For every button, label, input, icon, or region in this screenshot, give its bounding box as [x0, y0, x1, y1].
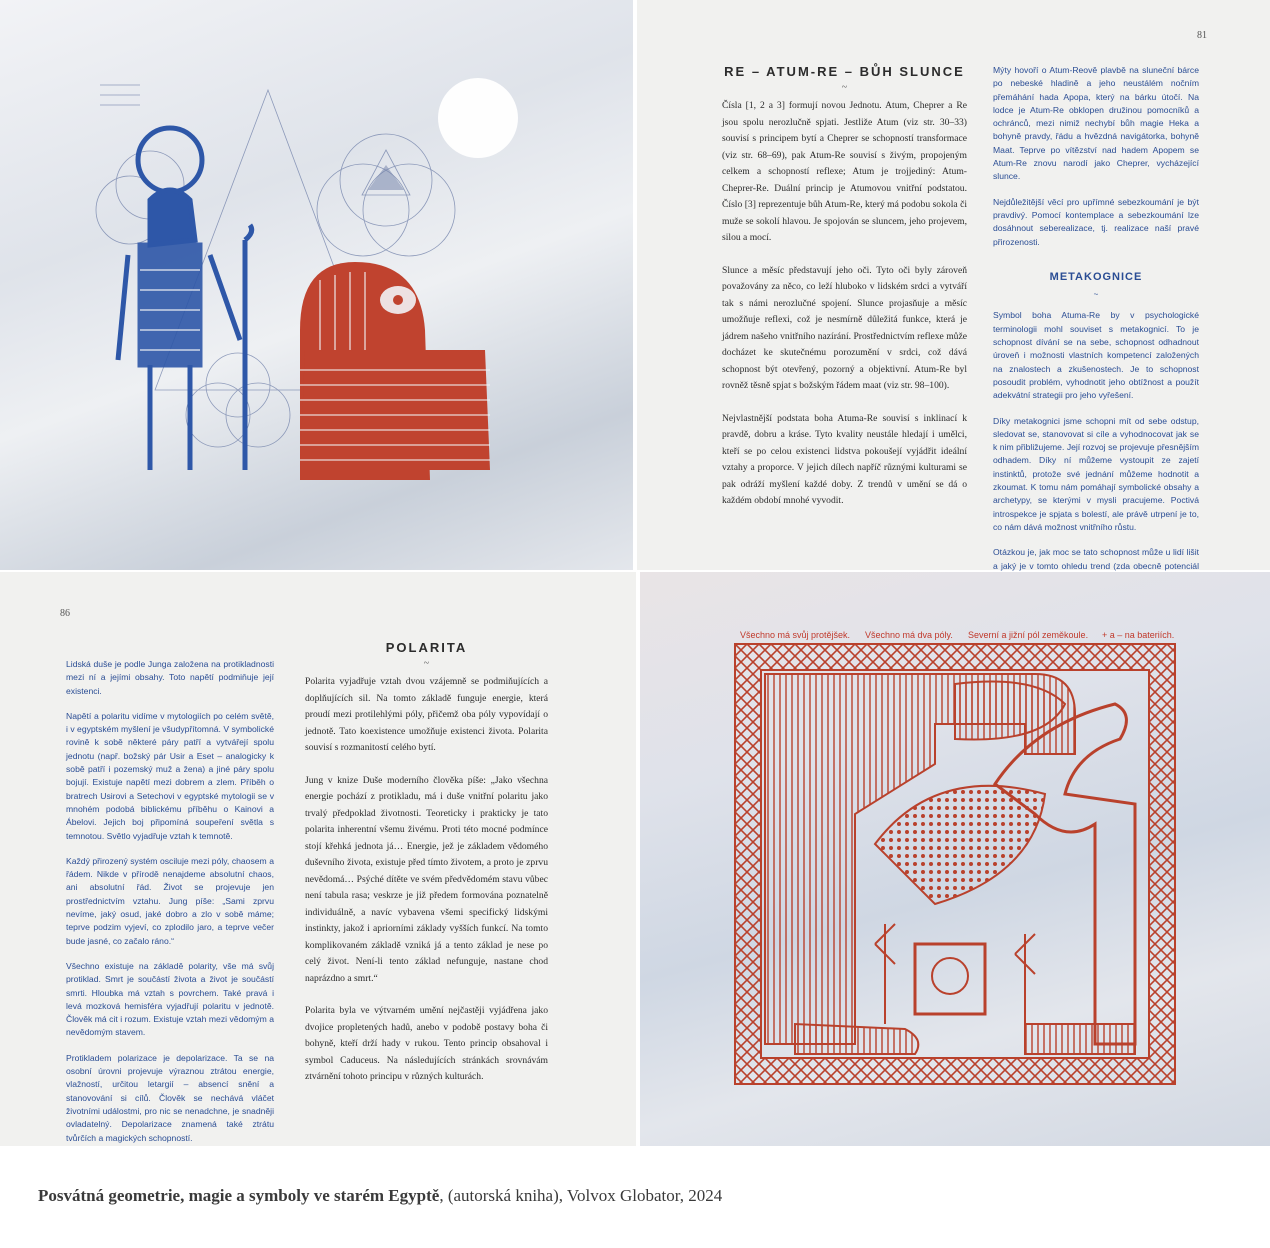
paragraph: Polarita vyjadřuje vztah dvou vzájemně se podmiňujících a doplňujících sil. Na tomto základě funguje energie, která proudí mezi protilehlými póly, přičemž oba póly vypovídají o jednotě. Tato koexistence umožňuje existenci života. Polarita souvisí s rozmanitostí celého bytí. [305, 676, 548, 753]
paragraph: Protikladem polarizace je depolarizace. Ta se na osobní úrovni projevuje výraznou ztrátou energie, vlažností, určitou letargií – absencí snění a stanovování si cílů. Člověk se nechává vláčet životními událostmi, pro nic se nenadchne, je snadněji ovladatelný. Depolarizace znamená také ztrátu tvůrčích a magických schopností. [66, 1052, 274, 1143]
book-title: Posvátná geometrie, magie a symboly ve starém Egyptě [38, 1186, 440, 1205]
paragraph: Nejdůležitější věcí pro upřímné sebezkoumání je být pravdivý. Pomocí kontemplace a sebezkoumání lze dosáhnout seberealizace, tj. realizace naší pravé přirozenosti. [993, 196, 1199, 247]
page-heading: RE – ATUM-RE – BŮH SLUNCE [724, 64, 965, 79]
paragraph: Lidská duše je podle Junga založena na protikladnosti mezi ní a jejími obsahy. Toto napětí podmiňuje její existenci. [66, 659, 274, 696]
paragraph: Všechno existuje na základě polarity, vše má svůj protiklad. Smrt je součástí života a život je součástí smrti. Hloubka má vztah s povrchem. Také pravá i levá mozková hemisféra vyjadřují polaritu v jednotě. Člověk má cit i rozum. Existuje vztah mezi vědomým a nevědomým stavem. [66, 960, 274, 1038]
art-caption: Všechno má dva póly. [865, 630, 953, 640]
paragraph: Slunce a měsíc představují jeho oči. Tyto oči byly zároveň považovány za něco, co leží hluboko v lidském srdci a vytváří tak s námi nerozlučné spojení. Slunce projasňuje a měsíc umožňuje reflexi, což je nesmírně důležitá funkce, která je jádrem našeho vnitřního nazírání. Prostřednictvím reflexe může docházet ke skutečnému porozumění v srdci, což dává schopnost být otevřený, pozorný a objektivní. Atum-Re byl rovněž těsně spjat s božským řádem maat (viz str. 98–100). [722, 264, 967, 391]
art-caption: Severní a jižní pól zeměkoule. [968, 630, 1089, 640]
blue-horus-figure [118, 128, 252, 470]
page-number: 81 [1197, 30, 1207, 41]
main-text-column [305, 674, 548, 1102]
red-horus-head [300, 262, 490, 480]
paragraph: Nejvlastnější podstata boha Atuma-Re souvisí s inklinací k pravdě, dobru a kráse. Tyto kvality neustále hledají i umělci, kteří se po celou existenci lidstva pokoušejí vyjádřit ideální vztahy a proporce. V jejich dílech napříč různými kulturami se pak odráží myšlení každé doby. Z trendů v umění se dá o každém období mnohé vyvodit. [722, 412, 967, 506]
main-text-column [722, 98, 967, 526]
text-page-polarita [0, 572, 636, 1146]
page-number: 86 [60, 608, 70, 619]
moon-shape [438, 78, 518, 158]
art-caption: + a – na bateriích. [1102, 630, 1175, 640]
illustration-page-horus [0, 0, 633, 570]
illustration-page-serpent-relief [640, 572, 1270, 1146]
central-face [915, 944, 985, 1014]
book-spread-bottom [0, 572, 1270, 1146]
heading-ornament: ~ [841, 82, 848, 93]
figure-caption [38, 1186, 722, 1206]
text-page-re [637, 0, 1270, 570]
paragraph: Mýty hovoří o Atum-Reově plavbě na sluneční bárce po nebeské hladině a jeho neustálém nočním přemáhání hada Apopa, který na bárku útočí. Na lodce je Atum-Re obklopen družinou pomocníků a ochránců, mezi nimiž nechybí bůh magie Heka a bohyně pravdy, řádu a hvězdná navigátorka, bohyně Maat. Teprve po vítězství nad hadem Apopem se Atum-Re znovu narodí jako Cheprer, vycházející slunce. [993, 65, 1199, 182]
side-text-column [993, 64, 1199, 611]
subheading-ornament: ~ [1093, 290, 1099, 300]
book-spread-top [0, 0, 1270, 570]
red-relief-illustration [735, 644, 1175, 1084]
art-caption: Všechno má svůj protějšek. [740, 630, 851, 640]
paragraph: Čísla [1, 2 a 3] formují novou Jednotu. Atum, Cheprer a Re jsou spolu nerozlučně spjati. Jestliže Atum (viz str. 30–33) souvisí s principem bytí a Cheprer se schopností transformace (viz str. 68–69), pak Atum-Re souvisí s živým, propojeným celkem a schopností reflexe; Atum je trojjediný: Atum-Cheprer-Re. Duální princip je Atumovou vnitřní podstatou. Číslo [3] reprezentuje bůh Atum-Re, který má podobu sokola či muže se sokolí hlavou. Je spojován se sluncem, jeho projevem, silou a mocí. [722, 100, 967, 243]
caption-details: , (autorská kniha), Volvox Globator, 2024 [439, 1186, 723, 1205]
section-subheading: METAKOGNICE [1049, 270, 1143, 283]
heading-ornament: ~ [423, 658, 430, 669]
paragraph: Díky metakognici jsme schopni mít od sebe odstup, sledovat se, stanovovat si cíle a vyhodnocovat jak se k nim přibližujeme. Její rozvoj se projevuje přesnějším odhadem. Díky ní můžeme vystoupit ze zajetí instinktů, protože své jednání můžeme hodnotit a zkoumat. K tomu nám pomáhají symbolické obsahy a archetypy, se kterými v mysli pracujeme. Poctivá introspekce je spjata s bolestí, ale právě utrpení je to, co nám dává možnost vnitřního růstu. [993, 415, 1199, 532]
paragraph: Polarita byla ve výtvarném umění nejčastěji vyjádřena jako dvojice propletených hadů, anebo v podobě postavy boha či bohyně, kteří drží hady v rukou. Tento princip obsahoval i symbol Caduceus. Na následujících stránkách srovnávám ztvárnění tohoto principu v různých kulturách. [305, 1005, 548, 1082]
dotted-wing [875, 786, 1045, 904]
paragraph: Každý přirozený systém osciluje mezi póly, chaosem a řádem. Nikde v přírodě nenajdeme absolutní chaos, ani absolutní řád. Život se projevuje jen prostřednictvím vztahu. Jung píše: „Sami zprvu nevíme, jaký osud, jaké dobro a zlo v sobě máme; teprve podzim vyjeví, co zplodilo jaro, a teprve večer bude jasné, co začalo ráno.“ [66, 855, 274, 946]
paragraph: Symbol boha Atuma-Re by v psychologické terminologii mohl souviset s metakognicí. To je schopnost dívání se na sebe, schopnost odhadnout úroveň i možnosti vlastních kompetencí založených na znalostech a zkušenostech. Je to schopnost posoudit problém, vyhodnotit jeho obtížnost a použít adekvátní strategii pro jeho vyřešení. [993, 310, 1199, 401]
paragraph: Jung v knize Duše moderního člověka píše: „Jako všechna energie pochází z protikladu, má i duše vnitřní polaritu jako trvalý předpoklad životnosti. Teoreticky i prakticky je tato polarita inherentní všemu živému. Proti této mocné podmínce stojí křehká jednota já… Energie, jež je základem vědomého duševního života, existuje před tímto životem, a proto je zprvu nevědomá… Psýché dítěte ve svém předvědomém stavu vůbec není tabula rasa; veskrze je již předem formována poznatelně individuálně, a navíc vybavena všemi specifický lidskými instinkty, jakož i apriorními základy vyšších funkcí. Na tomto komplikovaném základě vzniká já a tento základ je nese po celý život. Není-li tento základ nefunguje, nastane chod naprázdno a smrt.“ [305, 774, 548, 984]
paragraph: Napětí a polaritu vidíme v mytologiích po celém světě, i v egyptském myšlení je všudypřítomná. V symbolické rovině k sobě některé páry patří a vytvářejí spolu jednotu (např. božský pár Usir a Eset – analogicky k sobě patří i pozemský muž a žena) a jiné páry spolu bojují. Existuje napětí mezi dobrem a zlem. Příběh o bratrech Usirovi a Setechovi v egyptské mytologii se v mnohém podobá biblickému příběhu o Kainovi a Ábelovi. Jejich boj připomíná soupeření světla s temnotou. Světlo vyjadřuje vztah k temnotě. [66, 710, 274, 841]
page-heading: POLARITA [385, 640, 468, 655]
side-text-column [66, 658, 274, 1157]
paragraph: Otázkou je, jak moc se tato schopnost může u lidí lišit a jaký je v tomto ohledu trend (zda obecně potenciál [993, 547, 1199, 571]
horus-illustration [0, 0, 633, 570]
